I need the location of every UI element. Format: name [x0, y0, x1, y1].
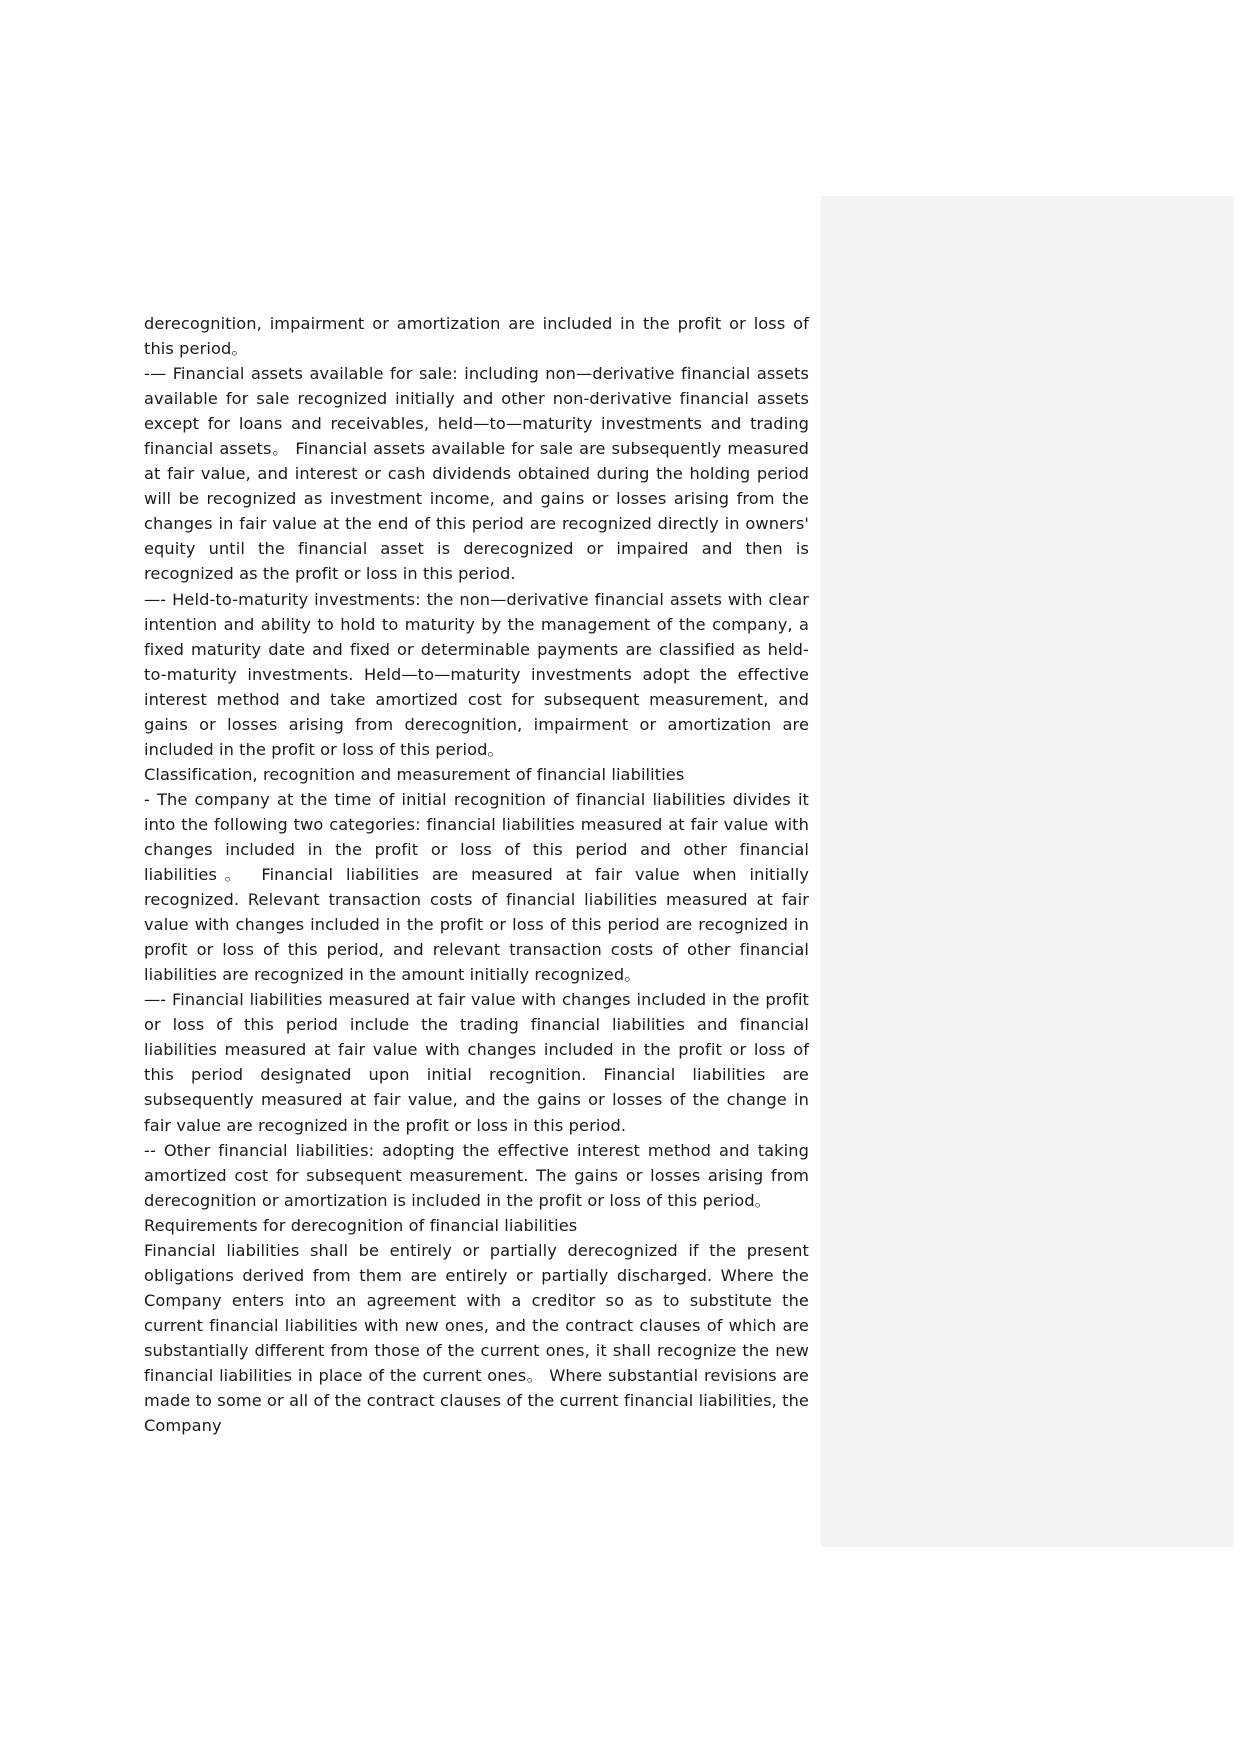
paragraph-liabilities-categories: - The company at the time of initial recognition of financial liabilities divides it into the following two categories: financial liabilities measured at fair value with changes included in the profit or loss of this period and other financial liabilities。 Financial liabilities are measured at fair value when initially recognized. Relevant transaction costs of financial liabilities measured at fair value with changes included in the profit or loss of this period are recognized in profit or loss of this period, and relevant transaction costs of other financial liabilities are recognized in the amount initially recognized。 — [144, 789, 809, 985]
paragraph-derecognition-continued: derecognition, impairment or amortization are included in the profit or loss of this period。 — [144, 314, 809, 359]
paragraph-liabilities-fair-value: —- Financial liabilities measured at fair value with changes included in the profit or loss of this period include the trading financial liabilities and financial liabilities measured at fair value with changes included in the profit or loss of this period designated upon initial recognition. Financial liabilities are subsequently measured at fair value, and the gains or losses of the change in fair value are recognized in the profit or loss in this period. — [144, 990, 809, 1135]
document-body — [144, 311, 809, 1438]
paragraph-available-for-sale: -— Financial assets available for sale: including non—derivative financial assets available for sale recognized initially and other non-derivative financial assets except for loans and receivables, held—to—maturity investments and trading financial assets。 Financial assets available for sale are subsequently measured at fair value, and interest or cash dividends obtained during the holding period will be recognized as investment income, and gains or losses arising from the changes in fair value at the end of this period are recognized directly in owners' equity until the financial asset is derecognized or impaired and then is recognized as the profit or loss in this period. — [144, 364, 809, 584]
heading-derecognition-requirements: Requirements for derecognition of financial liabilities — [144, 1215, 578, 1235]
heading-financial-liabilities-classification: Classification, recognition and measurement of financial liabilities — [144, 764, 685, 784]
paragraph-other-liabilities: -- Other financial liabilities: adopting the effective interest method and taking amortized cost for subsequent measurement. The gains or losses arising from derecognition or amortization is included in the profit or loss of this period。 — [144, 1140, 809, 1210]
paragraph-derecognition-requirements: Financial liabilities shall be entirely or partially derecognized if the present obligations derived from them are entirely or partially discharged. Where the Company enters into an agreement with a creditor so as to substitute the current financial liabilities with new ones, and the contract clauses of which are substantially different from those of the current ones, it shall recognize the new financial liabilities in place of the current ones。 Where substantial revisions are made to some or all of the contract clauses of the current financial liabilities, the Company — [144, 1240, 809, 1436]
paragraph-held-to-maturity: —- Held-to-maturity investments: the non—derivative financial assets with clear intention and ability to hold to maturity by the management of the company, a fixed maturity date and fixed or determinable payments are classified as held-to-maturity investments. Held—to—maturity investments adopt the effective interest method and take amortized cost for subsequent measurement, and gains or losses arising from derecognition, impairment or amortization are included in the profit or loss of this period。 — [144, 589, 809, 759]
comment-margin-pane — [821, 196, 1233, 1547]
